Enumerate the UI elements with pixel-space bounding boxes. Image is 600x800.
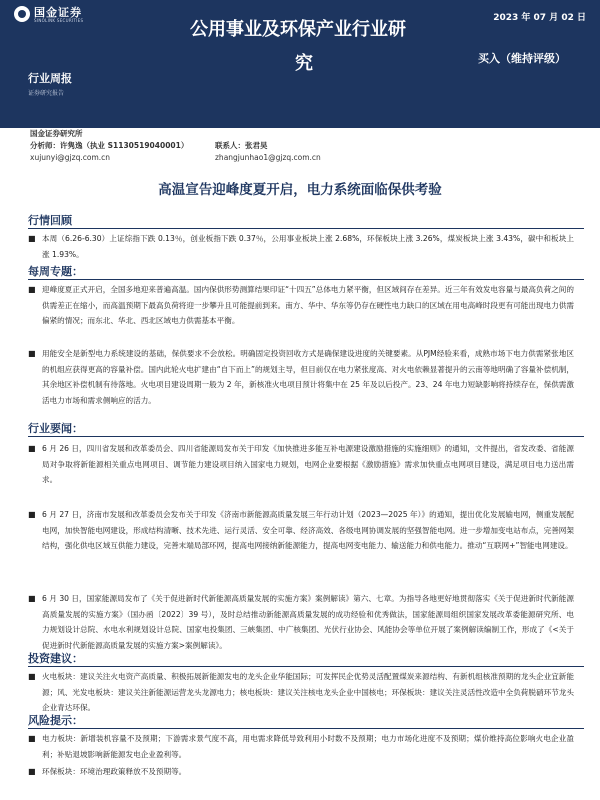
- risk-text-1: 电力板块：新增装机容量不及预期；下游需求景气度不高，用电需求降低导致利用小时数不及预期；电力市场化进度不及预期；煤价维持高位影响火电企业盈利；补贴退坡影响新能源发电企业盈利等。: [42, 734, 574, 759]
- section-heading-review: 行情回顾: [28, 214, 72, 227]
- company-logo-icon: [14, 6, 30, 22]
- news-text-1: 6 月 26 日，四川省发展和改革委员会、四川省能源局发布关于印发《加快推进多能互补电源建设激励措施的实施细则》的通知，文件提出，省发改委、省能源局对争取将新能源相关重点电网项目、调节能力建设项目纳入国家电力规划，电网企业要根据《激励措施》需求加快重点电网项目建设，满足项目电力送出需求。: [42, 444, 574, 484]
- weekly-paragraph-1: [28, 282, 574, 329]
- news-text-3: 6 月 30 日，国家能源局发布了《关于促进新时代新能源高质量发展的实施方案》案例解读》第六、七章。为指导各地更好地贯彻落实《关于促进新时代新能源高质量发展的实施方案》（国办函〔2022〕39 号），及时总结推动新能源高质量发展的成功经验和优秀做法，国家能源局组织国家发展改革委能源研究所、电力规划设计总院、水电水利规划设计总院、国家电投集团、三峡集团、中广核集团、光伏行业协会、风能协会等单位开展了案例解读编制工作，形成了《<关于促进新时代新能源高质量发展的实施方案>案例解读》。: [42, 594, 574, 650]
- rating-badge: 买入（维持评级）: [478, 52, 566, 65]
- report-title: [190, 16, 420, 84]
- bullet-icon: ■: [28, 349, 36, 358]
- advice-paragraph: [28, 669, 574, 716]
- main-title: 高温宣告迎峰度夏开启，电力系统面临保供考验: [158, 182, 442, 198]
- section-heading-advice: 投资建议：: [28, 652, 83, 665]
- bullet-icon: ■: [28, 285, 36, 294]
- review-paragraph: [28, 231, 574, 262]
- bullet-icon: ■: [28, 234, 36, 243]
- section-divider: [28, 728, 584, 729]
- section-heading-weekly: 每周专题：: [28, 265, 83, 278]
- analyst-email[interactable]: xujunyi@gjzq.com.cn: [30, 153, 111, 162]
- report-date: 2023 年 07 月 02 日: [493, 13, 586, 23]
- bullet-icon: ■: [28, 767, 36, 776]
- section-divider: [28, 436, 584, 437]
- title-line-1: 公用事业及环保产业行业研: [190, 19, 406, 40]
- risk-text-2: 环保板块：环境治理政策释放不及预期等。: [42, 767, 187, 776]
- bullet-icon: ■: [28, 444, 36, 453]
- title-line-2: 究: [295, 53, 313, 74]
- section-divider: [28, 228, 584, 229]
- section-heading-risk: 风险提示：: [28, 714, 83, 727]
- institute-name: 国金证券研究所: [30, 129, 83, 138]
- weekly-text-1: 迎峰度夏正式开启，全国多地迎来普遍高温。国内保供形势测算结果印证“十四五”总体电力紧平衡，但区域间存在差异。近三年有效发电容量与最高负荷之间的供需差正在缩小，而高温预期下最高负荷将迎一步攀升且可能提前到来。南方、华中、华东等仍存在硬性电力缺口的区域在用电高峰时段更有可能出现电力供需偏紧的情况；而东北、华北、西北区域电力供需基本平衡。: [42, 285, 574, 325]
- logo-english: SINOLINK SECURITIES: [34, 18, 84, 23]
- risk-paragraph-2: [28, 764, 574, 780]
- bullet-icon: ■: [28, 510, 36, 519]
- author-block: [30, 128, 570, 164]
- logo-text: 国金证券: [34, 6, 82, 19]
- news-text-2: 6 月 27 日，济南市发展和改革委员会发布关于印发《济南市新能源高质量发展三年行动计划（2023—2025 年）》的通知，提出优化发展输电网，侧重发展配电网，加快智能电网建设，形成结构清晰、技术先进、运行灵活、安全可靠、经济高效、各级电网协调发展的坚强智能电网。进一步增加变电站布点，完善网架结构，强化供电区域互供能力建设，完善末端局部环网，提高电网接纳新能源能力，提高电网变电能力、输送能力和供电能力。推动“互联网+”智能电网建设。: [42, 510, 574, 550]
- bullet-icon: ■: [28, 672, 36, 681]
- risk-paragraph-1: [28, 731, 574, 762]
- report-header: [0, 0, 600, 128]
- news-paragraph-1: [28, 441, 574, 488]
- analyst-name: 分析师：许隽逸（执业 S1130519040001）: [30, 141, 189, 150]
- review-text: 本周（6.26-6.30）上证综指下跌 0.13％，创业板指下跌 0.37％，公用事业板块上涨 2.68%，环保板块上涨 3.26%，煤炭板块上涨 3.43%，碳中和板块上涨 1.93%。: [42, 234, 574, 259]
- contact-email[interactable]: zhangjunhao1@gjzq.com.cn: [215, 153, 321, 162]
- weekly-paragraph-2: [28, 346, 574, 408]
- bullet-icon: ■: [28, 734, 36, 743]
- bullet-icon: ■: [28, 594, 36, 603]
- section-heading-news: 行业要闻：: [28, 422, 83, 435]
- section-divider: [28, 279, 584, 280]
- section-divider: [28, 666, 584, 667]
- news-paragraph-2: [28, 507, 574, 554]
- contact-name: 联系人：张君昊: [215, 141, 268, 150]
- report-type: 行业周报: [28, 72, 72, 85]
- advice-text: 火电板块：建议关注火电资产高质量、积极拓展新能源发电的龙头企业华能国际；可发挥民企优势灵活配置煤炭来源结构、有新机组核准预期的龙头企业宜新能源；风、光发电板块：建议关注新能源运营龙头龙源电力；核电板块：建议关注核电龙头企业中国核电；环保板块：建议关注灵活性改造中全负荷脱硝环节龙头企业青达环保。: [42, 672, 574, 712]
- report-subtype: 证券研究报告: [28, 90, 65, 97]
- weekly-text-2: 用能安全是新型电力系统建设的基础，保供要求不会放松。明确固定投资回收方式是确保建设进度的关键要素。从PJM经验来看，成熟市场下电力供需紧张地区的机组应获得更高的容量补偿。国内此轮火电扩建由“自下而上”的规划主导，但目前仅在电力紧张度高、对火电依赖显著提升的云南等地明确了容量补偿机制，其余地区补偿机制有待落地。火电项目建设周期一般为 2 年，新核准火电项目预计将集中在 25 年及以后投产。23、24 年电力短缺影响将持续存在，保供需激活电力市场和需求侧响应的活力。: [42, 349, 574, 405]
- news-paragraph-3: [28, 591, 574, 653]
